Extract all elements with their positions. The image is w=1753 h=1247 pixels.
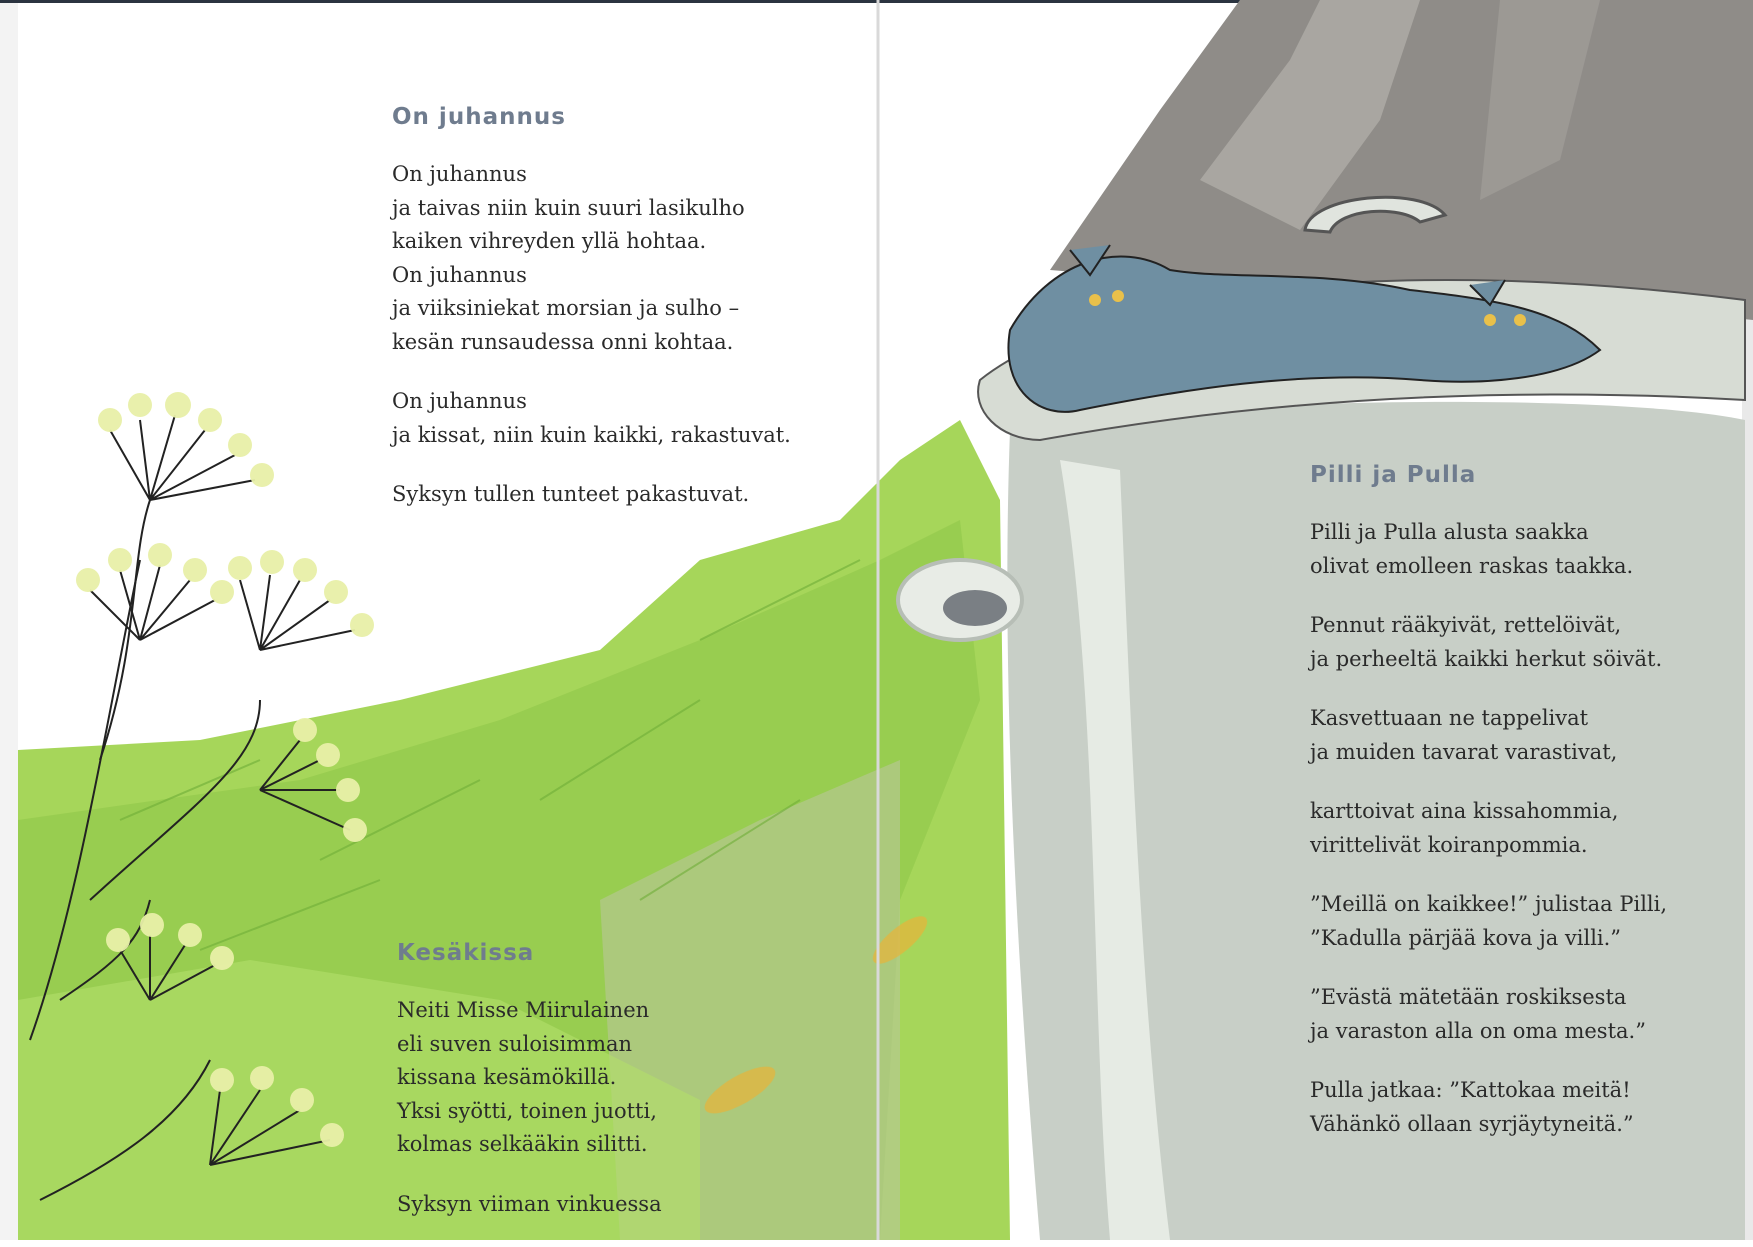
- poem-line: virittelivät koiranpommia.: [1310, 832, 1588, 857]
- stanza: [1310, 516, 1667, 583]
- left-page-edge: [0, 0, 18, 1240]
- stanza: [397, 1188, 662, 1222]
- poem-line: Pulla jatkaa: ”Kattokaa meitä!: [1310, 1078, 1631, 1102]
- poem-title: Pilli ja Pulla: [1310, 462, 1477, 488]
- poem-title: On juhannus: [392, 104, 566, 130]
- stanza: [392, 385, 791, 452]
- poem-line: eli suven suloisimman: [397, 1031, 633, 1056]
- stanza: [1310, 1074, 1667, 1141]
- poem-line: Pilli ja Pulla alusta saakka: [1310, 520, 1589, 544]
- poem-line: ”Meillä on kaikkee!” julistaa Pilli,: [1310, 892, 1668, 916]
- poem-line: On juhannus: [392, 162, 527, 186]
- stanza: [1310, 609, 1667, 676]
- poem-line: Neiti Misse Miirulainen: [397, 998, 650, 1022]
- poem-line: Syksyn viiman vinkuessa: [397, 1191, 662, 1216]
- poem-line: Vähänkö ollaan syrjäytyneitä.”: [1310, 1111, 1634, 1136]
- poem-line: kissana kesämökillä.: [397, 1065, 617, 1089]
- poem-line: kolmas selkääkin silitti.: [397, 1132, 648, 1156]
- poem-line: ”Evästä mätetään roskiksesta: [1310, 985, 1627, 1009]
- poem-line: Syksyn tullen tunteet pakastuvat.: [392, 482, 750, 506]
- poem-pilli-ja-pulla: [1310, 462, 1667, 1167]
- poem-line: ja taivas niin kuin suuri lasikulho: [392, 195, 745, 220]
- stanza: [392, 158, 791, 359]
- poem-title: Kesäkissa: [397, 940, 535, 966]
- poem-line: ja muiden tavarat varastivat,: [1310, 739, 1618, 764]
- poem-line: ja varaston alla on oma mesta.”: [1310, 1018, 1646, 1043]
- poem-line: On juhannus: [392, 262, 527, 287]
- poem-line: kaiken vihreyden yllä hohtaa.: [392, 229, 707, 253]
- stanza: [1310, 795, 1667, 862]
- poem-line: Kasvettuaan ne tappelivat: [1310, 706, 1589, 730]
- poem-line: Yksi syötti, toinen juotti,: [397, 1098, 657, 1123]
- poem-kesakissa: [397, 940, 662, 1247]
- poem-line: karttoivat aina kissahommia,: [1310, 799, 1619, 823]
- poem-on-juhannus: [392, 104, 791, 538]
- stanza: [397, 994, 662, 1162]
- stanza: [1310, 702, 1667, 769]
- poem-line: ja perheeltä kaikki herkut söivät.: [1310, 646, 1663, 671]
- poem-line: On juhannus: [392, 389, 527, 413]
- stanza: [392, 478, 791, 512]
- poem-line: ja kissat, niin kuin kaikki, rakastuvat.: [392, 422, 791, 447]
- stanza: [1310, 888, 1667, 955]
- poem-line: olivat emolleen raskas taakka.: [1310, 553, 1634, 578]
- poem-line: ”Kadulla pärjää kova ja villi.”: [1310, 925, 1622, 950]
- poem-line: kesän runsaudessa onni kohtaa.: [392, 329, 734, 354]
- stanza: [1310, 981, 1667, 1048]
- poem-line: ja viiksiniekat morsian ja sulho –: [392, 296, 740, 320]
- poem-line: Pennut rääkyivät, rettelöivät,: [1310, 613, 1622, 637]
